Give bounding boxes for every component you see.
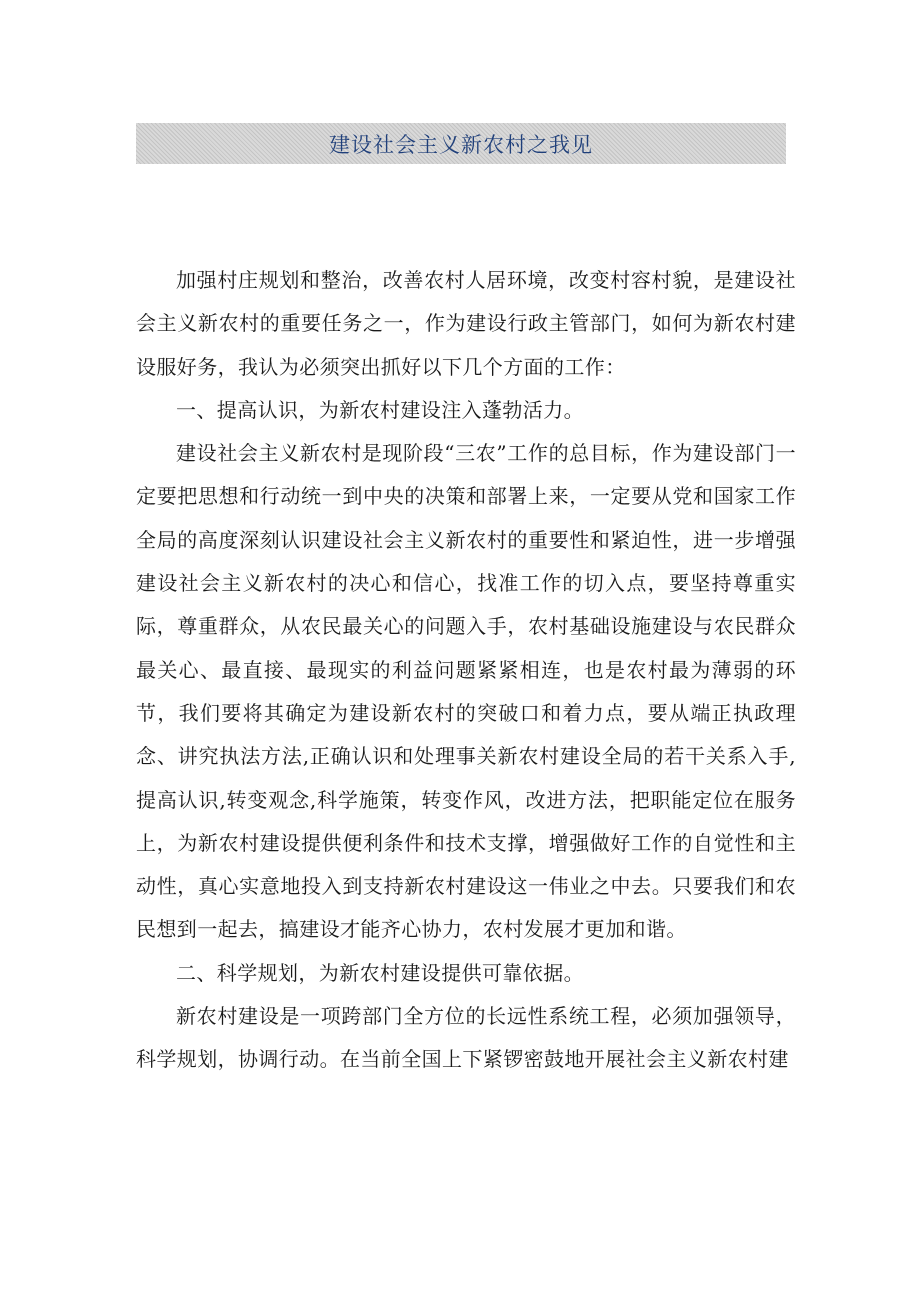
section-heading-1: 一、提高认识，为新农村建设注入蓬勃活力。	[176, 397, 584, 422]
paragraph-section-1: 建设社会主义新农村是现阶段“三农”工作的总目标，作为建设部门一定要把思想和行动统一到中央的决策和部署上来，一定要从党和国家工作全局的高度深刻认识建设社会主义新农村的重要性和紧迫性，进一步增强建设社会主义新农村的决心和信心，找准工作的切入点，要坚持尊重实际，尊重群众，从农民最关心的问题入手，农村基础设施建设与农民群众最关心、最直接、最现实的利益问题紧紧相连，也是农村最为薄弱的环节，我们要将其确定为建设新农村的突破口和着力点，要从端正执政理念、讲究执法方法,正确认识和处理事关新农村建设全局的若干关系入手,提高认识,转变观念,科学施策，转变作风，改进方法，把职能定位在服务上，为新农村建设提供便利条件和技术支撑，增强做好工作的自觉性和主动性，真心实意地投入到支持新农村建设这一伟业之中去。只要我们和农民想到一起去，搞建设才能齐心协力，农村发展才更加和谐。	[136, 441, 796, 942]
document-body	[136, 259, 796, 1082]
title-banner	[136, 123, 786, 164]
section-heading-2: 二、科学规划，为新农村建设提供可靠依据。	[176, 960, 584, 985]
document-title: 建设社会主义新农村之我见	[329, 132, 593, 157]
paragraph-intro: 加强村庄规划和整治，改善农村人居环境，改变村容村貌，是建设社会主义新农村的重要任务之一，作为建设行政主管部门，如何为新农村建设服好务，我认为必须突出抓好以下几个方面的工作：	[136, 268, 796, 379]
paragraph-section-2: 新农村建设是一项跨部门全方位的长远性系统工程，必须加强领导，科学规划，协调行动。在当前全国上下紧锣密鼓地开展社会主义新农村建	[136, 1004, 796, 1072]
